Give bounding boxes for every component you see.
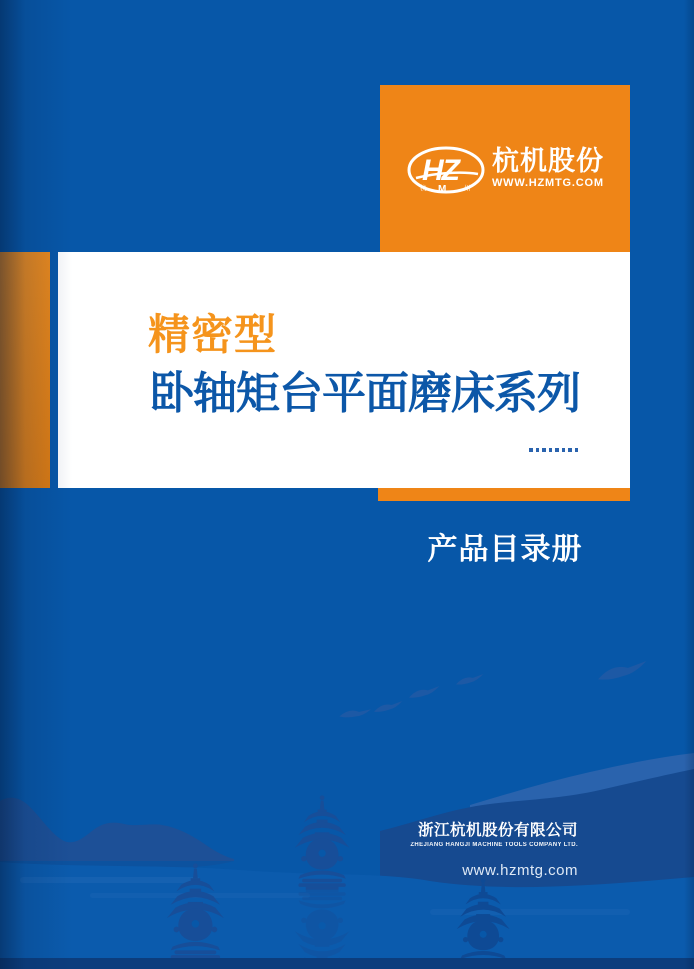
dot [536,448,540,452]
dot [562,448,566,452]
mountain-silhouette-left [0,798,234,861]
company-logo-icon [406,143,486,195]
bottom-water-bar [0,958,694,969]
logo-seal-right: 州 [464,185,471,192]
bird-icon [598,661,646,680]
catalog-label: 产品目录册 [427,533,583,566]
logo-company-name: 杭机股份 [492,146,604,176]
water-streak [20,877,200,883]
dot [555,448,559,452]
footer-company-name-en: ZHEJIANG HANGJI MACHINE TOOLS COMPANY LTD. [410,841,578,848]
dots-decoration [529,448,578,452]
logo-seal-mid: M [438,184,447,195]
title-panel [58,252,630,488]
series-subtitle: 精密型 [148,311,278,358]
bird-icon [339,705,371,721]
logo-website: WWW.HZMTG.COM [492,177,604,190]
bird-icon [456,674,483,685]
water-streak [430,909,630,915]
dot [549,448,553,452]
bird-icon [409,686,439,698]
logo-text-block [492,147,604,189]
dot [568,448,572,452]
footer-company-block [410,820,578,879]
logo-seal-left: 杭 [420,185,427,192]
footer-company-name-cn: 浙江杭机股份有限公司 [417,822,578,839]
left-accent-strip [0,252,50,488]
logo-monogram: HZ [422,154,458,187]
lake-scenery-illustration [0,609,694,969]
bottom-accent-strip [378,488,630,501]
series-title: 卧轴矩台平面磨床系列 [150,369,580,418]
orange-header-block [380,85,630,252]
dot [542,448,546,452]
dot [529,448,533,452]
dot [575,448,579,452]
footer-website: www.hzmtg.com [462,862,578,880]
bird-icon [374,701,402,712]
